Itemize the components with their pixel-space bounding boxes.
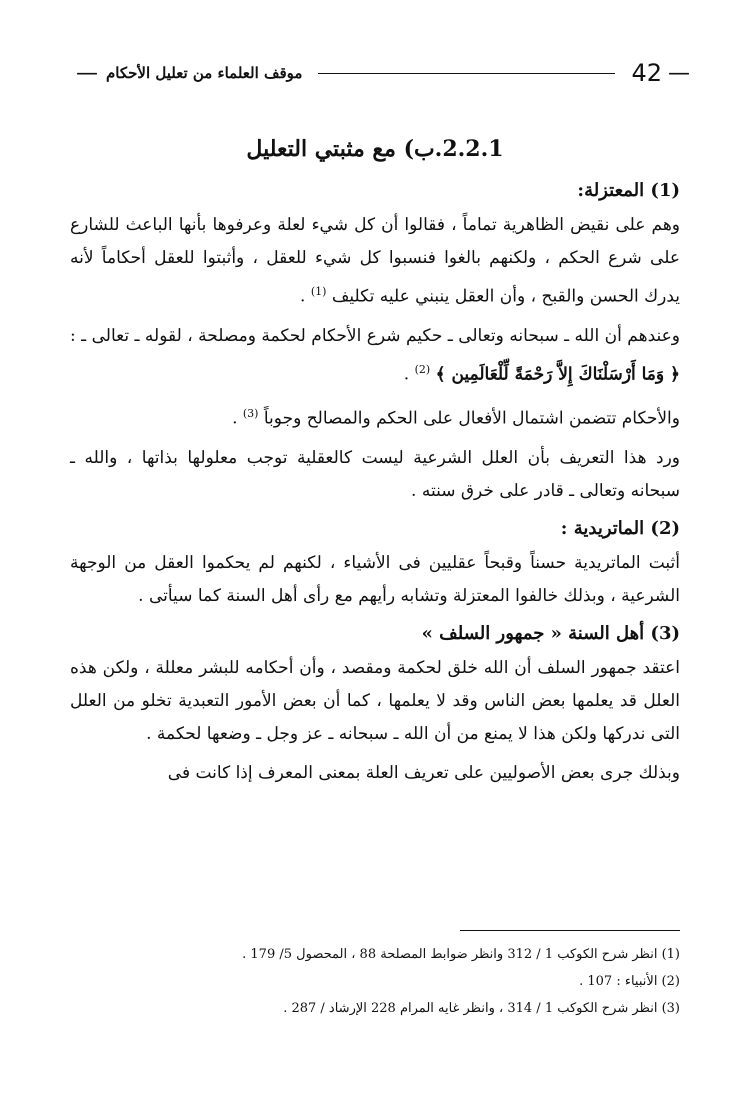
- paragraph-text: وعندهم أن الله ـ سبحانه وتعالى ـ حكيم شرع الأحكام لحكمة ومصلحة ، لقوله ـ تعالى ـ :: [70, 325, 680, 346]
- paragraph: [70, 209, 680, 314]
- subheading-maturidiyya: (2) الماتريدية :: [560, 517, 680, 539]
- footnote: (3) انظر شرح الكوكب 1 / 314 ، وانظر غايه المرام 228 الإرشاد / 287 .: [283, 1001, 680, 1016]
- footnote-ref: (1): [310, 285, 327, 298]
- paragraph: [70, 397, 680, 436]
- header-title: موقف العلماء من تعليل الأحكام: [106, 64, 303, 82]
- page-content: [70, 128, 680, 796]
- paragraph-text: وهم على نقيض الظاهرية تماماً ، فقالوا أن كل شيء لعلة وعرفوها بأنها الباعث للشارع على شرع الحكم ، ولكنهم بالغوا فنسبوا كل شيء للعقل ، وأثبتوا للعقل أحكاماً لأنه يدرك الحسن والقبح ، وأن العقل ينبني عليه تكليف: [70, 215, 680, 307]
- paragraph: وبذلك جرى بعض الأصوليين على تعريف العلة بمعنى المعرف إذا كانت فى: [167, 762, 680, 783]
- footnote-ref: (2): [414, 362, 431, 376]
- footnote-rule: [460, 930, 680, 931]
- paragraph-text: والأحكام تتضمن اشتمال الأفعال على الحكم والمصالح وجوباً: [263, 408, 680, 429]
- punct: .: [403, 364, 415, 385]
- paragraph: أثبت الماتريدية حسناً وقبحاً عقليين فى الأشياء ، لكنهم لم يحكموا العقل من الوجهة الشرعية ، وبذلك خالفوا المعتزلة وتشابه رأيهم مع رأى أهل السنة كما سيأتى .: [70, 552, 680, 606]
- footnote: (2) الأنبياء : 107 .: [579, 974, 680, 989]
- paragraph: اعتقد جمهور السلف أن الله خلق لحكمة ومقصد ، وأن أحكامه للبشر معللة ، ولكن هذه العلل قد يعلمها بعض الناس وقد لا يعلمها ، كما أن بعض الأمور التعبدية تخلو من العلل التى ندركها ولكن هذا لا يمنع من أن الله ـ سبحانه ـ عز وجل ـ وضعها لحكمة .: [70, 657, 680, 744]
- footnote: (1) انظر شرح الكوكب 1 / 312 وانظر ضوابط المصلحة 88 ، المحصول 5/ 179 .: [242, 947, 680, 962]
- subheading-ahl-al-sunna: (3) أهل السنة « جمهور السلف »: [421, 622, 680, 644]
- section-title: 2.2.1.ب) مع مثبتي التعليل: [246, 136, 504, 162]
- page-number: 42: [631, 59, 662, 87]
- running-header: [70, 56, 690, 90]
- paragraph: ورد هذا التعريف بأن العلل الشرعية ليست كالعقلية توجب معلولها بذاتها ، والله ـ سبحانه وتعالى ـ قادر على خرق سنته .: [70, 447, 680, 501]
- header-dash: —: [668, 60, 690, 86]
- subheading-mutazila: (1) المعتزلة:: [577, 180, 680, 201]
- quran-verse: ﴿ وَمَا أَرْسَلْنَاكَ إِلاَّ رَحْمَةً لِّلْعَالَمِين ﴾: [435, 364, 680, 385]
- header-title-dash: —: [76, 60, 98, 86]
- punct: .: [300, 286, 311, 307]
- punct: .: [232, 408, 243, 429]
- header-rule: [318, 73, 615, 74]
- footnote-ref: (3): [242, 407, 259, 421]
- paragraph: [70, 320, 680, 392]
- footnotes: [70, 930, 680, 1022]
